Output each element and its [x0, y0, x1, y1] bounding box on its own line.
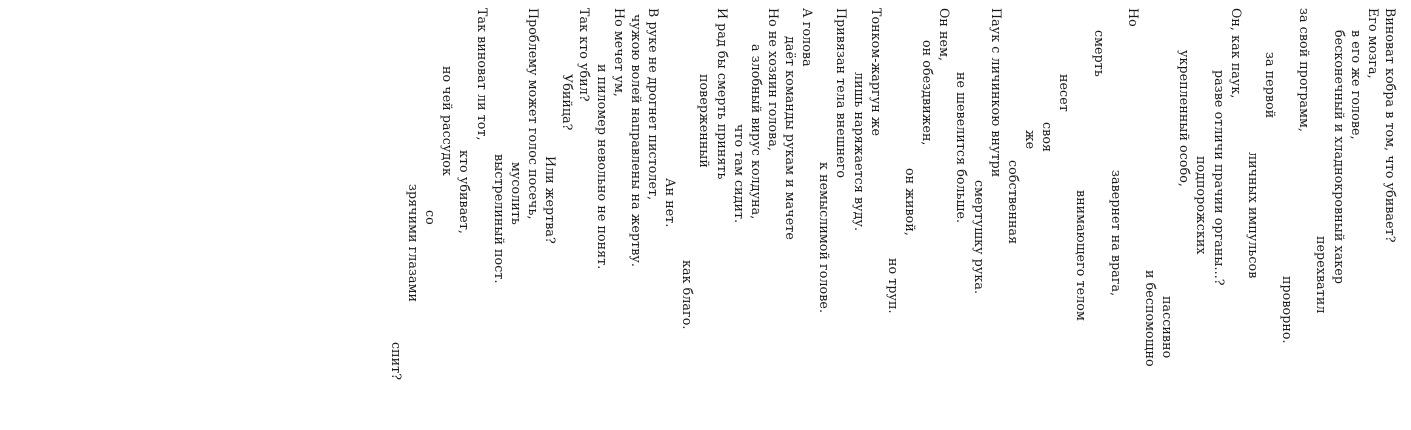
poem-line: и пиломер невольно не понят.	[594, 64, 610, 270]
poem-line: А голова	[800, 8, 816, 67]
poem-line: бесконечный и хладнокровный хакер	[1331, 30, 1347, 284]
poem-line: смертушку рука.	[971, 180, 987, 295]
poem-line: поверженный	[697, 74, 713, 168]
poem-line: выстрелиный пост.	[491, 154, 507, 284]
poem-line: собственная	[1005, 160, 1021, 245]
poem-lines	[388, 0, 1411, 430]
poem-line: проворно.	[1280, 276, 1296, 344]
poem-line: Проблему может голос посечь,	[525, 8, 541, 220]
poem-line: внимающего телом	[1074, 190, 1090, 321]
poem-line: Убийца?	[560, 74, 576, 131]
poem-line: что там сидит.	[731, 124, 747, 224]
poem-line: даёт команды рукам и мачете	[783, 36, 799, 240]
poem-line: Паук с личинкою внутри	[988, 8, 1004, 178]
poem-line: перехватил	[1314, 236, 1330, 314]
poem-line: Привязан тела внешнего	[834, 8, 850, 179]
poem-line: И рад бы смерть принять	[714, 8, 730, 180]
poem-line: он обездвижен,	[920, 40, 936, 146]
poem-line: к немыслимой голове.	[817, 162, 833, 314]
poem-line: зрячими глазами	[405, 184, 421, 302]
poem-line: завернет на врага,	[1108, 170, 1124, 297]
poem-line: он живой,	[903, 168, 919, 236]
poem-line: и беспомощно	[1143, 270, 1159, 367]
poem-line: чужою волей направлены на жертву.	[628, 14, 644, 267]
poem-line: Но мечет ум,	[611, 8, 627, 97]
poem-line: В руке не дрогнет пистолет,	[645, 8, 661, 201]
poem-line: Но	[1125, 8, 1141, 27]
poem-line: же	[1023, 130, 1039, 150]
poem-line: не шевелится больше.	[954, 72, 970, 224]
poem-line: мусолить	[508, 162, 524, 225]
poem-line: укрепленный особо,	[1177, 50, 1193, 188]
poem-line: Тонком-жаргун же	[868, 8, 884, 137]
poem-line: подпорожских	[1194, 156, 1210, 255]
poem-line: как благо.	[680, 260, 696, 330]
poem-line: Он нем,	[937, 8, 953, 62]
poem-line: за свой программ,	[1297, 8, 1313, 133]
poem-line: Или жертва?	[543, 156, 559, 244]
poem-line: смерть	[1091, 30, 1107, 77]
poem-line: Он, как паук,	[1228, 8, 1244, 99]
poem-line: Его мозга,	[1365, 8, 1381, 79]
poem-line: Но не хозяин голова,	[765, 8, 781, 152]
poem-line: Так виноват ли тот,	[474, 8, 490, 141]
poem-line: пассивно	[1160, 296, 1176, 359]
poem-line: а злобный вирус колдуна,	[748, 44, 764, 220]
poem-line: спит?	[388, 342, 404, 381]
poem-line: Так кто убил?	[577, 8, 593, 102]
poem-line: Ан нет.	[663, 178, 679, 228]
poem-line: за первой	[1263, 52, 1279, 119]
poem-line: со	[423, 210, 439, 225]
poem-line: но труп.	[885, 258, 901, 314]
poem-line: кто убивает,	[457, 150, 473, 235]
poem-line: лишь наряжается вуду.	[851, 72, 867, 232]
poem-line: своя	[1040, 122, 1056, 153]
poem-line: Виноват кобра в том, что убивает?	[1383, 8, 1398, 243]
poem-line: но чей рассудок	[440, 66, 456, 176]
poem-line: личных импульсов	[1245, 152, 1261, 279]
poem-line: разве отличи прачии органы...?	[1211, 70, 1227, 286]
poem-line: в его же голове,	[1348, 30, 1364, 140]
poem-line: несет	[1057, 74, 1073, 112]
